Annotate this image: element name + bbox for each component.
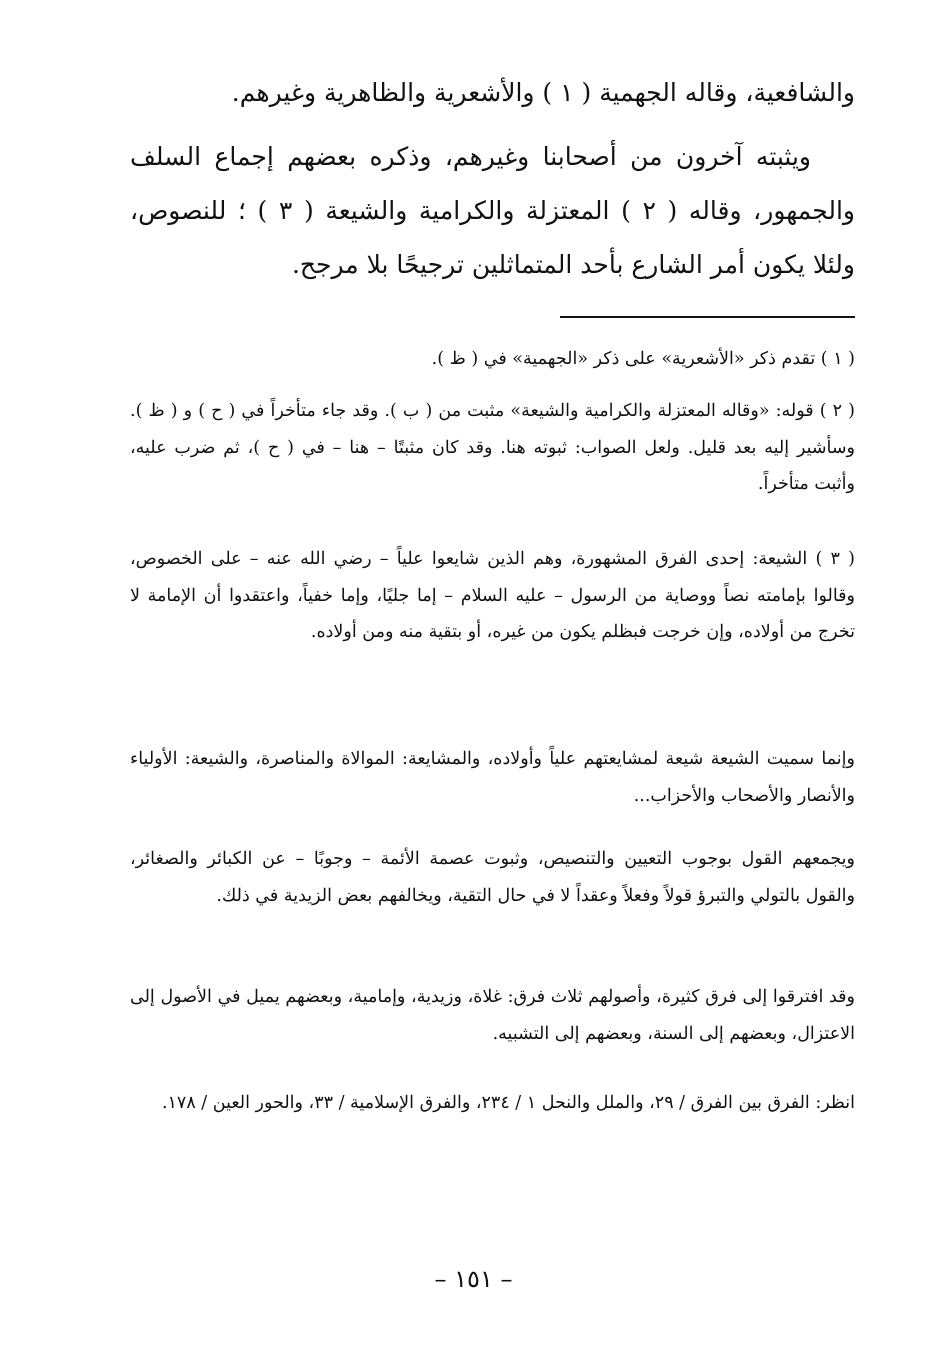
footnote-1: ( ١ ) تقدم ذكر «الأشعرية» على ذكر «الجهمية» في ( ظ ). xyxy=(431,349,855,369)
main-paragraph-2: ويثبته آخرون من أصحابنا وغيرهم، وذكره بعضهم إجماع السلف والجمهور، وقاله ( ٢ ) المعتزلة والكرامية والشيعة ( ٣ ) ؛ للنصوص، ولئلا يكون أمر الشارع بأحد المتماثلين ترجيحًا بلا مرجح. xyxy=(130,142,855,279)
footnote-3-continuation-2: ويجمعهم القول بوجوب التعيين والتنصيص، وثبوت عصمة الأئمة – وجوبًا – عن الكبائر والصغائر، والقول بالتولي والتبرؤ قولاً وفعلاً وعقداً لا في حال التقية، ويخالفهم بعض الزيدية في ذلك. xyxy=(130,849,855,906)
footnote-2: ( ٢ ) قوله: «وقاله المعتزلة والكرامية والشيعة» مثبت من ( ب ). وقد جاء متأخراً في ( ح ) و ( ظ ). وسأشير إليه بعد قليل. ولعل الصواب: ثبوته هنا. وقد كان مثبتًا – هنا – في ( ح )، ثم ضرب عليه، وأثبت متأخراً. xyxy=(130,401,855,494)
footnote-separator xyxy=(560,316,855,318)
page-number: – ١٥١ – xyxy=(434,1265,513,1293)
footnote-3-continuation-1: وإنما سميت الشيعة شيعة لمشايعتهم علياً وأولاده، والمشايعة: الموالاة والمناصرة، والشيعة: الأولياء والأنصار والأصحاب والأحزاب... xyxy=(130,749,855,806)
footnote-3-continuation-3: وقد افترقوا إلى فرق كثيرة، وأصولهم ثلاث فرق: غلاة، وزيدية، وإمامية، وبعضهم يميل في الأصول إلى الاعتزال، وبعضهم إلى السنة، وبعضهم إلى التشبيه. xyxy=(130,987,855,1044)
footnote-3-references: انظر: الفرق بين الفرق / ٢٩، والملل والنحل ١ / ٢٣٤، والفرق الإسلامية / ٣٣، والحور العين / ١٧٨. xyxy=(161,1093,855,1113)
main-paragraph-1: والشافعية، وقاله الجهمية ( ١ ) والأشعرية والظاهرية وغيرهم. xyxy=(231,78,855,107)
footnote-3: ( ٣ ) الشيعة: إحدى الفرق المشهورة، وهم الذين شايعوا علياً – رضي الله عنه – على الخصوص، وقالوا بإمامته نصاً ووصاية من الرسول – عليه السلام – إما جليًا، وإما خفياً، واعتقدوا أن الإمامة لا تخرج من أولاده، وإن خرجت فبظلم يكون من غيره، أو بتقية منه ومن أولاده. xyxy=(130,549,855,642)
